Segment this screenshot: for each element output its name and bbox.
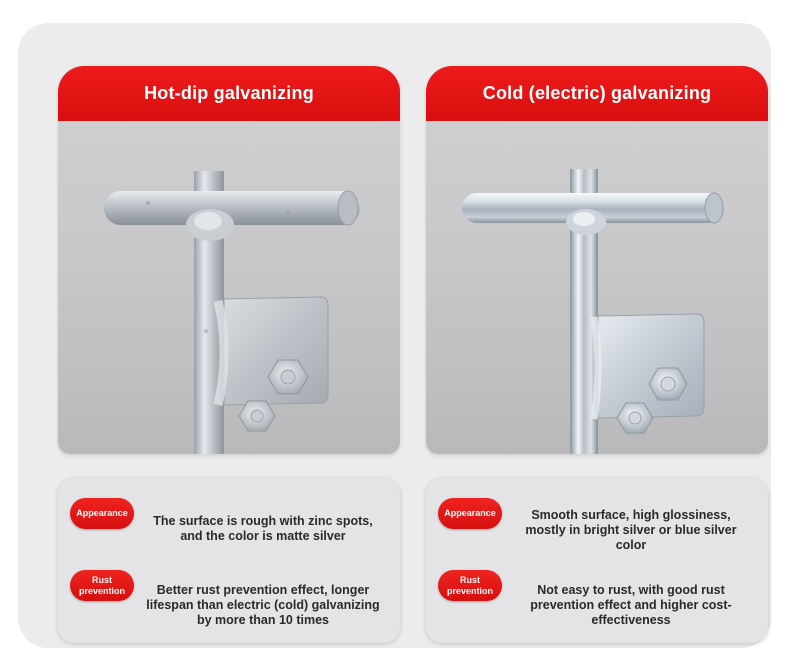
hot-dip-title: Hot-dip galvanizing [58,66,400,121]
hot-dip-rust-text: Better rust prevention effect, longer lifespan than electric (cold) galvanizing by more than 10 times [146,583,380,627]
appearance-badge: Appearance [70,498,134,529]
cold-rust-text: Not easy to rust, with good rust prevention effect and higher cost-effectiveness [530,583,732,627]
cold-appearance-text: Smooth surface, high glossiness, mostly in bright silver or blue silver color [525,508,737,552]
cold-galvanizing-panel [426,66,768,454]
hot-dip-info-card [58,478,400,643]
appearance-badge: Appearance [438,498,502,529]
hot-dip-product-image [58,121,400,454]
hot-dip-appearance-row [58,498,400,558]
cold-galvanizing-title: Cold (electric) galvanizing [426,66,768,121]
hot-dip-appearance-text: The surface is rough with zinc spots, and the color is matte silver [153,514,373,543]
cold-appearance-row [426,498,768,558]
cold-rust-row [426,570,768,630]
rust-prevention-badge: Rust prevention [438,570,502,601]
hot-dip-rust-row [58,570,400,630]
rust-prevention-badge: Rust prevention [70,570,134,601]
comparison-frame [18,23,771,648]
cold-galvanizing-product-image [426,121,768,454]
cold-galvanizing-info-card [426,478,768,643]
hot-dip-panel [58,66,400,454]
